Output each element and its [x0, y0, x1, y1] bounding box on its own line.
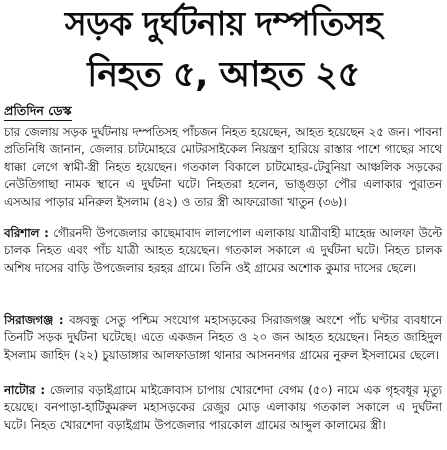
paragraph-intro [4, 124, 442, 211]
paragraph-barishal [4, 225, 442, 277]
paragraph-text: চার জেলায় সড়ক দুর্ঘটনায় দম্পতিসহ পাঁচজন নিহত হয়েছেন, আহত হয়েছেন ২৫ জন। পাবনা প্রতিনিধি জানান, জেলার চাটমোহরে মোটরসাইকেল নিয়ন্ত্রণ হারিয়ে রাস্তার পাশে গাছের সাথে ধাক্কা লেগে স্বামী-স্ত্রী নিহত হয়েছেন। গতকাল বিকালে চাটমোহর-টেবুনিয়া আঞ্চলিক সড়কের নেউতিগাছা নামক স্থানে এ দুর্ঘটনা ঘটে। নিহতরা হলেন, ভাঙ্গুড়া পৌর এলাকার পুরাতন এসআর পাড়ার মনিরুল ইসলাম (৪২) ও তার স্ত্রী আফরোজা খাতুন (৩৬)। [4, 125, 442, 209]
location-label: নাটোর : [4, 383, 46, 397]
paragraph-text: বঙ্গবন্ধু সেতু পশ্চিম সংযোগ মহাসড়কের সিরাজগঞ্জ অংশে পাঁচ ঘণ্টার ব্যবধানে তিনটি সড়ক দুর্ঘটনা ঘটেছে। এতে একজন নিহত ও ২০ জন আহত হয়েছেন। নিহত জাহিদুল ইসলাম জাহিদ (২২) চুয়াডাঙ্গার আলফাডাঙ্গা থানার আসননগর গ্রামের নুরুল ইসলামের ছেলে। [4, 313, 442, 362]
paragraph-text: জেলার বড়াইগ্রামে মাইক্রোবাস চাপায় খোরশেদা বেগম (৫০) নামে এক গৃহবধূর মৃত্যু হয়েছে। বনপাড়া-হাটিকুমরুল মহাসড়কের রেজুর মোড় এলাকায় গতকাল সকালে এ দুর্ঘটনা ঘটে। নিহত খোরশেদা বড়াইগ্রাম উপজেলার পারকোল গ্রামের আব্দুল কালামের স্ত্রী। [4, 383, 443, 432]
headline-line-2: নিহত ৫, আহত ২৫ [87, 55, 360, 95]
headline-line-1: সড়ক দুর্ঘটনায় দম্পতিসহ [64, 4, 383, 43]
location-label: বরিশাল : [4, 226, 49, 240]
location-label: সিরাজগঞ্জ : [4, 313, 64, 327]
paragraph-natore [4, 382, 442, 434]
byline: প্রতিদিন ডেস্ক [4, 102, 72, 121]
paragraph-sirajganj [4, 312, 442, 364]
paragraph-text: গৌরনদী উপজেলার কাছেমাবাদ লালপোল এলাকায় যাত্রীবাহী মাহেন্দ্র আলফা উল্টে চালক নিহত এবং পাঁচ যাত্রী আহত হয়েছেন। গতকাল সকালে এ দুর্ঘটনা ঘটে। নিহত চালক অশিষ দাসের বাড়ি উপজেলার হরহর গ্রামে। তিনি ওই গ্রামের অশোক কুমার দাসের ছেলে। [4, 226, 442, 275]
